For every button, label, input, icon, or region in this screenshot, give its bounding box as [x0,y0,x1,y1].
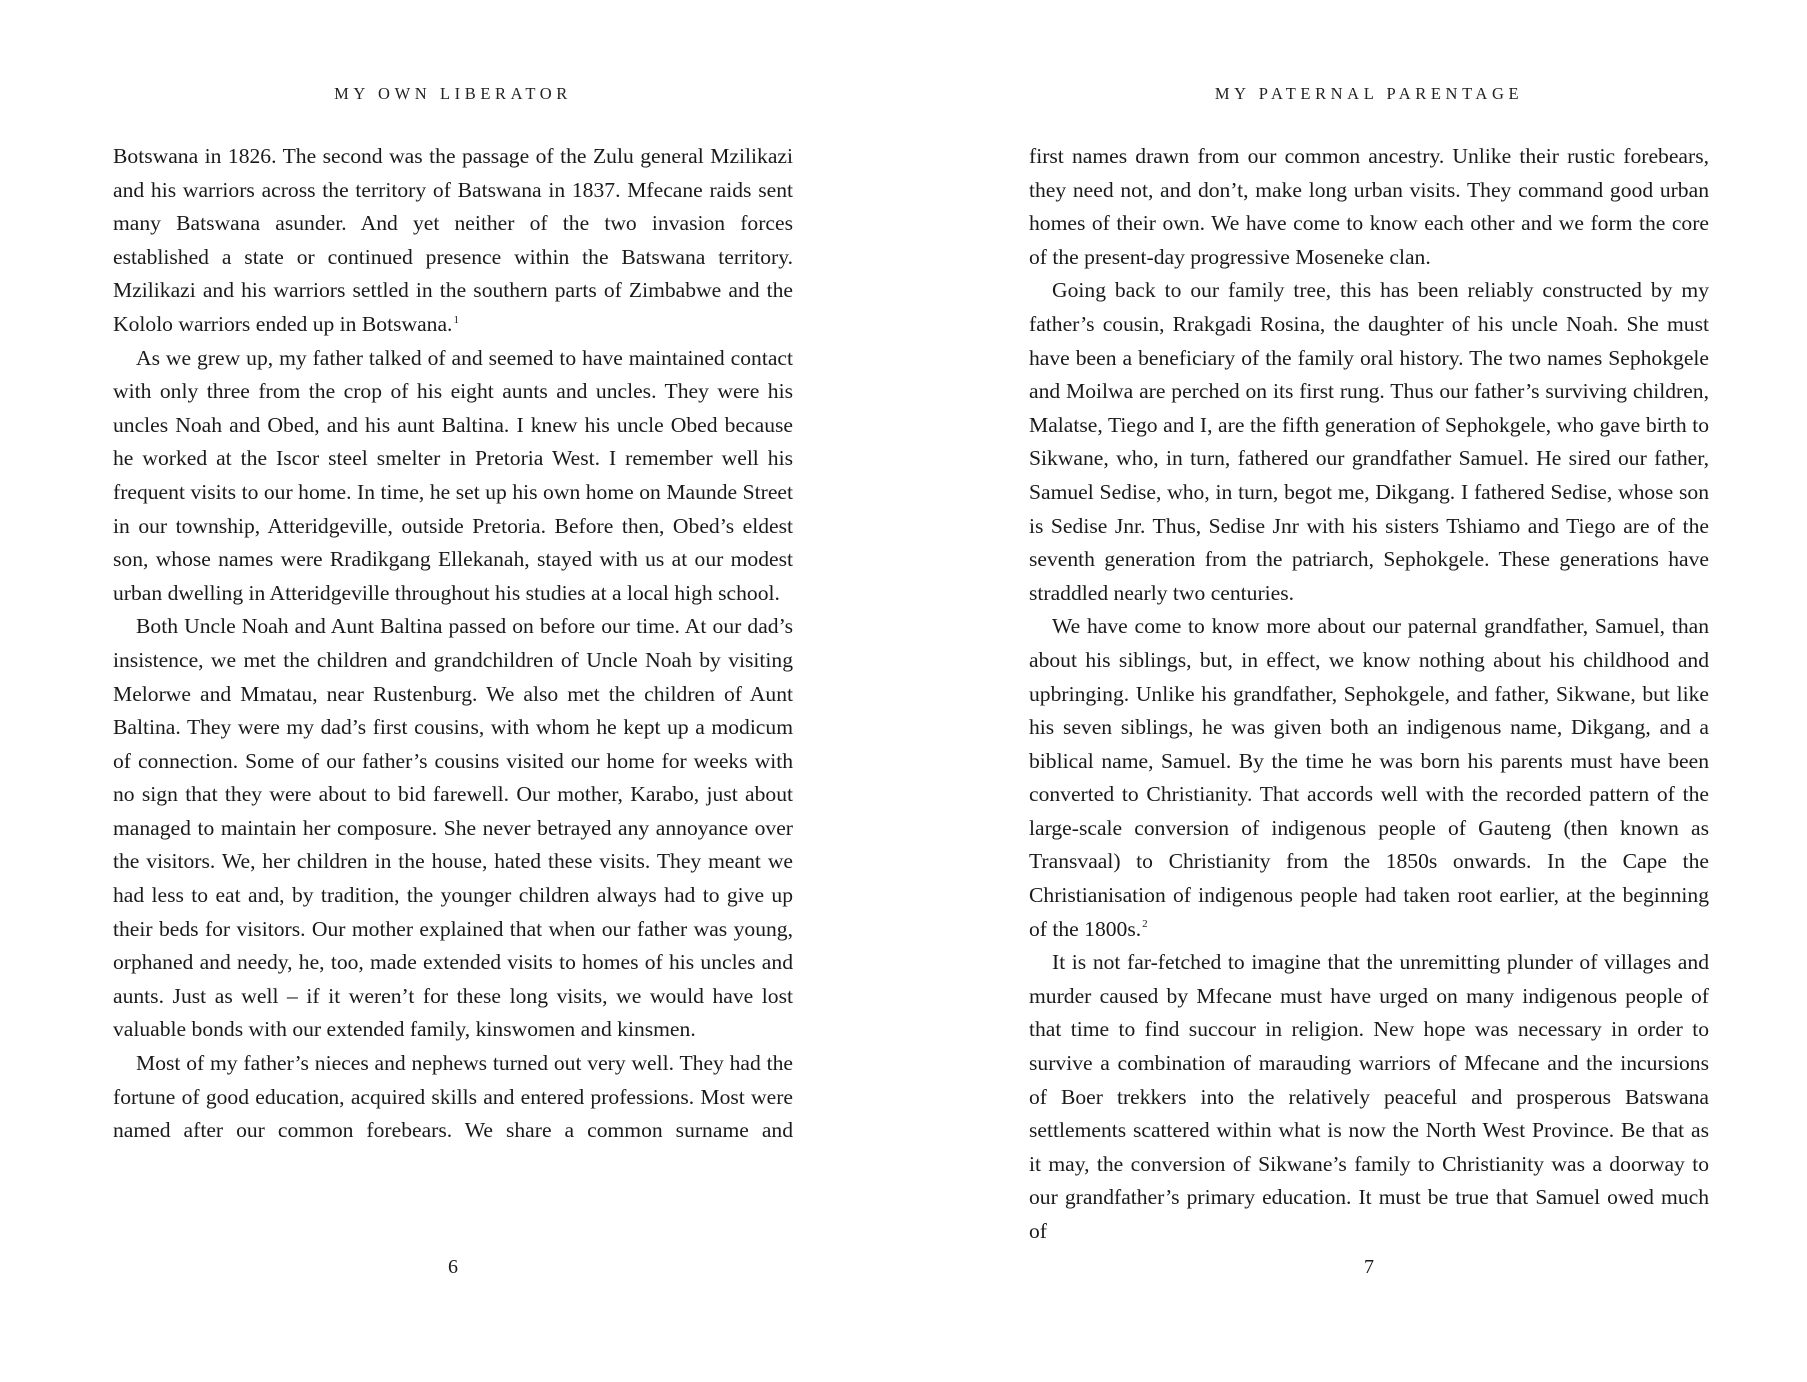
body-text-left [113,140,793,1148]
paragraph: Going back to our family tree, this has been reliably constructed by my father’s cousin, Rrakgadi Rosina, the daughter of his uncle Noah. She must have been a beneficiary of the family oral history. The two names Sephokgele and Moilwa are perched on its first rung. Thus our father’s surviving children, Malatse, Tiego and I, are the fifth generation of Sephokgele, who gave birth to Sikwane, who, in turn, fathered our grandfather Samuel. He sired our father, Samuel Sedise, who, in turn, begot me, Dikgang. I fathered Sedise, whose son is Sedise Jnr. Thus, Sedise Jnr with his sisters Tshiamo and Tiego are of the seventh generation from the patriarch, Sephokgele. These generations have straddled nearly two centuries. [1029,278,1709,605]
running-head-left: MY OWN LIBERATOR [334,84,572,103]
paragraph: Most of my father’s nieces and nephews turned out very well. They had the fortune of good education, acquired skills and entered professions. Most were named after our common forebears. We share a common surname and [113,1051,793,1143]
paragraph: As we grew up, my father talked of and seemed to have maintained contact with only three from the crop of his eight aunts and uncles. They were his uncles Noah and Obed, and his aunt Baltina. I knew his uncle Obed because he worked at the Iscor steel smelter in Pretoria West. I remember well his frequent visits to our home. In time, he set up his own home on Maunde Street in our township, Atteridgeville, outside Pretoria. Before then, Obed’s eldest son, whose names were Rradikgang Ellekanah, stayed with us at our modest urban dwelling in Atteridgeville throughout his studies at a local high school. [113,345,793,605]
paragraph-text: Botswana in 1826. The second was the passage of the Zulu general Mzilikazi and his warriors across the territory of Batswana in 1837. Mfecane raids sent many Batswana asunder. And yet neither of the two invasion forces established a state or continued presence within the Batswana territory. Mzilikazi and his warriors settled in the southern parts of Zimbabwe and the Kololo warriors ended up in Botswana. [113,144,793,336]
right-page [903,0,1806,1382]
paragraph [113,140,793,342]
paragraph-text: We have come to know more about our paternal grandfather, Samuel, than about his siblings, but, in effect, we know nothing about his childhood and upbringing. Unlike his grandfather, Sephokgele, and father, Sikwane, but like his seven siblings, he was given both an indigenous name, Dikgang, and a biblical name, Samuel. By the time he was born his parents must have been converted to Christianity. That accords well with the recorded pattern of the large-scale conversion of indigenous people of Gauteng (then known as Transvaal) to Christianity from the 1850s onwards. In the Cape the Christianisation of indigenous people had taken root earlier, at the beginning of the 1800s. [1029,614,1709,941]
paragraph: Both Uncle Noah and Aunt Baltina passed on before our time. At our dad’s insistence, we met the children and grandchildren of Uncle Noah by visiting Melorwe and Mmatau, near Rustenburg. We also met the children of Aunt Baltina. They were my dad’s first cousins, with whom he kept up a modicum of connection. Some of our father’s cousins visited our home for weeks with no sign that they were about to bid farewell. Our mother, Karabo, just about managed to maintain her composure. She never betrayed any annoyance over the visitors. We, her children in the house, hated these visits. They meant we had less to eat and, by tradition, the younger children always had to give up their beds for visitors. Our mother explained that when our father was young, orphaned and needy, he, too, made extended visits to homes of his uncles and aunts. Just as well – if it weren’t for these long visits, we would have lost valuable bonds with our extended family, kinswomen and kinsmen. [113,614,793,1042]
footnote-marker: 2 [1142,918,1148,931]
left-page [0,0,903,1382]
running-head-right: MY PATERNAL PARENTAGE [1214,84,1524,103]
paragraph: It is not far-fetched to imagine that the unremitting plunder of villages and murder caused by Mfecane must have urged on many indigenous people of that time to find succour in religion. New hope was necessary in order to survive a combination of marauding warriors of Mfecane and the incursions of Boer trekkers into the relatively peaceful and prosperous Batswana settlements scattered within what is now the North West Province. Be that as it may, the conversion of Sikwane’s family to Christianity was a doorway to our grandfather’s primary education. It must be true that Samuel owed much of [1029,950,1709,1243]
paragraph: first names drawn from our common ancestry. Unlike their rustic forebears, they need not, and don’t, make long urban visits. They command good urban homes of their own. We have come to know each other and we form the core of the present-day progressive Moseneke clan. [1029,144,1709,269]
body-text-right [1029,140,1709,1249]
page-number-left: 6 [448,1256,458,1278]
footnote-marker: 1 [453,313,459,326]
page-number-right: 7 [1364,1256,1374,1278]
paragraph [1029,610,1709,946]
